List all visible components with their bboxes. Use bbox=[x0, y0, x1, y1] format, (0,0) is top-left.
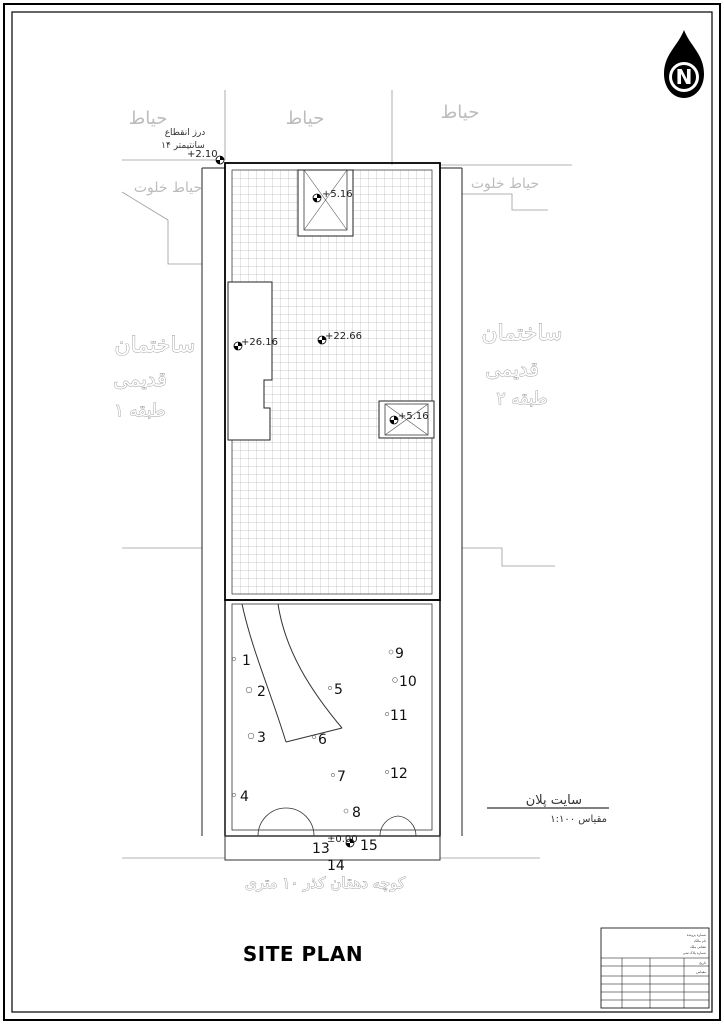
svg-text:تاریخ: تاریخ bbox=[699, 961, 706, 965]
left-building-label bbox=[113, 333, 195, 421]
elevation-main-roof-text: +22.66 bbox=[325, 331, 363, 342]
svg-text:شماره پلاک ثبتی: شماره پلاک ثبتی bbox=[682, 951, 706, 955]
yard-label-5: 5 bbox=[334, 682, 343, 698]
yard-label-left: حیاط bbox=[128, 108, 168, 129]
yard-label-mid: حیاط bbox=[285, 108, 325, 129]
yard-label-13: 13 bbox=[312, 841, 330, 857]
svg-text:قدیمی: قدیمی bbox=[113, 367, 167, 391]
street-name: کوچه دهقان کذر ۱۰ متری bbox=[244, 874, 406, 892]
stair-volume bbox=[228, 282, 272, 440]
title-block bbox=[601, 928, 709, 1008]
yard-label-right: حیاط bbox=[440, 102, 480, 123]
svg-text:نشانی ملک: نشانی ملک bbox=[690, 945, 706, 949]
yard-label-8: 8 bbox=[352, 805, 361, 821]
joint-note-line2: ۱۴ سانتیمتر bbox=[161, 141, 205, 151]
yard-label-9: 9 bbox=[395, 646, 404, 662]
yard-label-4: 4 bbox=[240, 789, 249, 805]
north-arrow-icon bbox=[664, 30, 704, 98]
privacy-yard-right: حیاط خلوت bbox=[470, 176, 540, 192]
svg-text:ساختمان: ساختمان bbox=[114, 333, 196, 358]
elevation-skylight-top-text: +5.16 bbox=[322, 189, 353, 200]
entrance-gates bbox=[258, 808, 416, 836]
elevation-marker-entrance bbox=[327, 834, 358, 847]
svg-text:۱ طبقه: ۱ طبقه bbox=[114, 401, 166, 421]
yard-label-7: 7 bbox=[337, 769, 346, 785]
yard-label-2: 2 bbox=[257, 684, 266, 700]
svg-text:نام مالک: نام مالک bbox=[693, 939, 706, 943]
elevation-marker-corner bbox=[187, 149, 224, 164]
svg-text:ساختمان: ساختمان bbox=[481, 321, 563, 346]
elevation-skylight-right-text: +5.16 bbox=[398, 411, 429, 422]
joint-note-line1: درز انقطاع bbox=[164, 128, 206, 138]
elevation-corner-text: +2.10 bbox=[187, 149, 218, 160]
yard-label-6: 6 bbox=[318, 732, 327, 748]
yard-label-10: 10 bbox=[399, 674, 417, 690]
right-building-label bbox=[482, 321, 563, 409]
yard-label-15: 15 bbox=[360, 838, 378, 854]
yard-label-1: 1 bbox=[242, 653, 251, 669]
plan-title-persian: سایت پلان bbox=[525, 793, 582, 808]
elevation-entrance-text: ±0.00 bbox=[327, 834, 358, 845]
privacy-yard-left: حیاط خلوت bbox=[133, 180, 203, 196]
yard-label-3: 3 bbox=[257, 730, 266, 746]
plan-scale: مقیاس ۱:۱۰۰ bbox=[550, 814, 607, 825]
yard-label-11: 11 bbox=[390, 708, 408, 724]
svg-text:۲ طبقه: ۲ طبقه bbox=[496, 389, 548, 409]
elevation-left-roof-text: +26.16 bbox=[241, 337, 279, 348]
svg-text:قدیمی: قدیمی bbox=[485, 357, 539, 381]
yard-label-14: 14 bbox=[327, 858, 345, 874]
page-title: SITE PLAN bbox=[242, 942, 364, 966]
svg-text:شماره پرونده: شماره پرونده bbox=[686, 933, 706, 937]
ramp bbox=[242, 604, 342, 742]
svg-text:مقیاس: مقیاس bbox=[696, 970, 706, 974]
skylight-top bbox=[298, 170, 353, 236]
yard-label-12: 12 bbox=[390, 766, 408, 782]
north-letter: N bbox=[675, 65, 693, 89]
